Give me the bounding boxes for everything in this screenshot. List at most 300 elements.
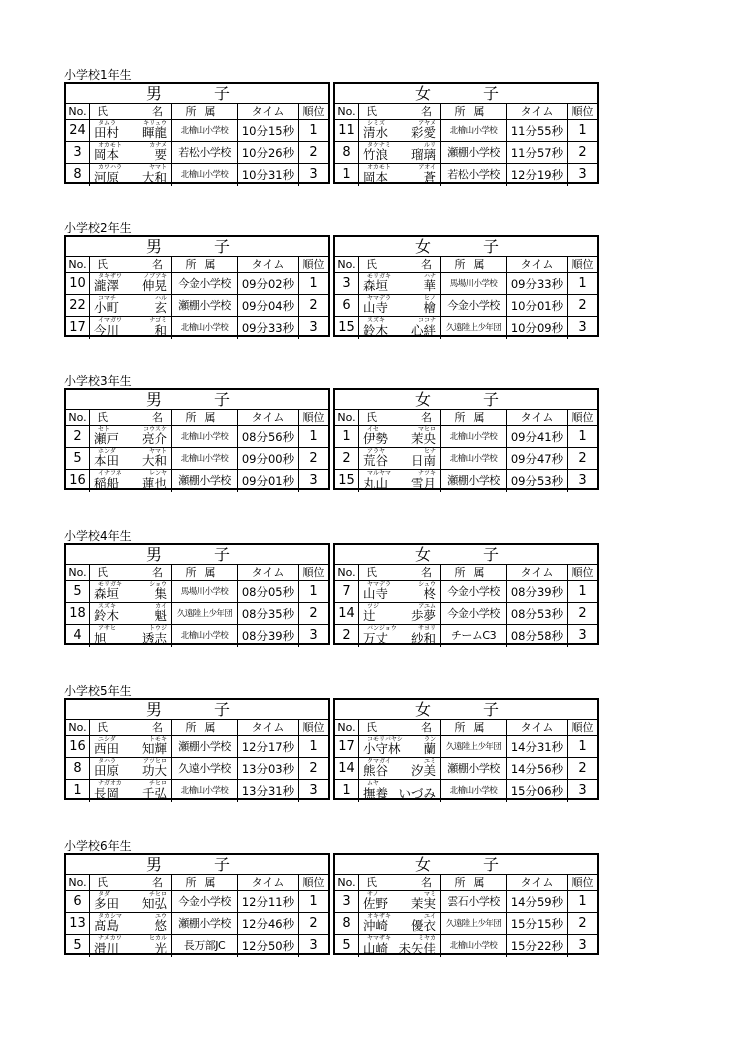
rank: 3 <box>578 628 587 643</box>
header-name-family: 氏 <box>97 258 108 271</box>
team-affiliation: 北檜山小学校 <box>441 120 507 141</box>
finish-time: 09分01秒 <box>238 470 299 492</box>
boys-table <box>64 82 330 184</box>
header-time: タイム <box>507 104 568 119</box>
bib-number: 3 <box>335 273 359 294</box>
finish-time: 09分33秒 <box>238 317 299 339</box>
bib-number: 8 <box>66 758 90 779</box>
given-name-kana: ヒナ <box>423 448 436 455</box>
header-name-given: 名 <box>421 258 432 271</box>
result-row <box>66 142 328 164</box>
given-name-kana: マミ <box>423 891 436 898</box>
result-row <box>66 913 328 935</box>
given-name-kana: ヒカル <box>148 935 167 942</box>
runner-name <box>90 120 172 141</box>
runner-name <box>90 142 172 163</box>
header-name <box>90 720 172 735</box>
team-affiliation: 長万部JC <box>172 935 238 957</box>
header-name <box>359 565 441 580</box>
header-team <box>441 104 507 119</box>
finish-time: 08分39秒 <box>507 581 568 602</box>
result-row <box>66 758 328 780</box>
rank: 1 <box>309 739 318 754</box>
family-name: 髙島 <box>94 918 120 933</box>
family-name-kana: ムヤ <box>367 780 379 787</box>
runner-name <box>359 758 441 779</box>
given-name: 亮介 <box>141 431 167 446</box>
team-affiliation: 北檜山小学校 <box>441 426 507 447</box>
runner-name <box>359 317 441 339</box>
finish-time: 14分59秒 <box>507 891 568 912</box>
rank: 1 <box>309 584 318 599</box>
rank: 2 <box>309 298 318 313</box>
header-time: タイム <box>238 257 299 272</box>
given-name: 睴龍 <box>141 125 167 140</box>
header-team-label: 所属 <box>185 721 224 734</box>
given-name-kana: ハル <box>154 295 167 302</box>
header-name-given: 名 <box>152 411 163 424</box>
result-row <box>66 625 328 647</box>
given-name: 柊 <box>423 586 436 601</box>
header-no: No. <box>335 565 359 580</box>
finish-time: 09分41秒 <box>507 426 568 447</box>
family-name: 撫養 <box>363 786 389 801</box>
rank: 2 <box>309 145 318 160</box>
header-rank: 順位 <box>571 721 594 734</box>
header-name-given: 名 <box>152 721 163 734</box>
given-name-kana: シュウ <box>418 581 436 588</box>
boys-heading: 男 子 <box>66 855 328 875</box>
given-name: 蒼 <box>423 170 436 185</box>
team-affiliation: 雲石小学校 <box>441 891 507 912</box>
header-name-given: 名 <box>152 105 163 118</box>
results-table <box>64 235 599 339</box>
rank: 1 <box>578 429 587 444</box>
given-name-kana: ナゴミ <box>149 317 167 324</box>
runner-name <box>90 448 172 469</box>
bib-number: 1 <box>335 426 359 447</box>
header-team <box>172 104 238 119</box>
team-affiliation: 北檜山小学校 <box>441 448 507 469</box>
team-affiliation: 瀬棚小学校 <box>441 470 507 492</box>
runner-name <box>359 120 441 141</box>
boys-table <box>64 543 330 645</box>
header-name-family: 氏 <box>366 105 377 118</box>
grade-title: 小学校5年生 <box>64 684 132 698</box>
family-name-kana: ツジ <box>367 603 380 610</box>
family-name: 岡本 <box>94 147 120 162</box>
header-time: タイム <box>238 720 299 735</box>
given-name-kana: ミヤカ <box>417 935 436 942</box>
header-team <box>441 875 507 890</box>
runner-name <box>90 891 172 912</box>
header-no: No. <box>335 875 359 890</box>
family-name: 山寺 <box>363 586 389 601</box>
family-name: 稲船 <box>94 476 120 491</box>
header-team <box>172 720 238 735</box>
given-name-kana: アツヒロ <box>142 758 167 765</box>
given-name-kana: レンヤ <box>149 470 167 477</box>
runner-name <box>90 164 172 186</box>
given-name-kana: カナメ <box>149 142 167 149</box>
family-name-kana: スズキ <box>367 317 386 324</box>
header-team-label: 所属 <box>185 411 224 424</box>
finish-time: 09分47秒 <box>507 448 568 469</box>
rank: 3 <box>578 938 587 953</box>
results-table <box>64 698 599 802</box>
given-name-kana: ユイ <box>423 913 436 920</box>
given-name-kana: ココナ <box>417 317 436 324</box>
result-row <box>335 426 597 448</box>
rank: 1 <box>309 123 318 138</box>
results-table <box>64 543 599 647</box>
header-no: No. <box>66 410 90 425</box>
family-name: 辻 <box>363 608 376 623</box>
family-name: 荒谷 <box>363 453 389 468</box>
bib-number: 8 <box>66 164 90 186</box>
result-row <box>66 891 328 913</box>
header-team <box>172 565 238 580</box>
header-team <box>441 257 507 272</box>
header-team <box>172 257 238 272</box>
header-name <box>90 565 172 580</box>
bib-number: 1 <box>335 780 359 802</box>
runner-name <box>90 273 172 294</box>
boys-heading: 男 子 <box>66 84 328 104</box>
rank: 1 <box>578 123 587 138</box>
result-row <box>66 317 328 339</box>
header-rank: 順位 <box>302 566 325 579</box>
bib-number: 7 <box>335 581 359 602</box>
given-name: 優衣 <box>410 918 436 933</box>
team-affiliation: 北檜山小学校 <box>172 120 238 141</box>
header-name <box>359 104 441 119</box>
team-affiliation: 久遠陸上少年団 <box>172 603 238 624</box>
rank: 2 <box>578 761 587 776</box>
family-name-kana: モリガキ <box>98 581 122 588</box>
team-affiliation: チームC3 <box>441 625 507 647</box>
family-name: 田村 <box>94 125 120 140</box>
rank: 2 <box>578 916 587 931</box>
column-header-row <box>66 875 328 891</box>
team-affiliation: 北檜山小学校 <box>441 780 507 802</box>
bib-number: 17 <box>66 317 90 339</box>
header-time: タイム <box>238 565 299 580</box>
bib-number: 8 <box>335 913 359 934</box>
result-row <box>335 780 597 802</box>
given-name-kana: カイ <box>155 603 167 610</box>
runner-name <box>359 142 441 163</box>
result-row <box>335 448 597 470</box>
family-name-kana: ナガオカ <box>98 780 122 787</box>
given-name-kana: ノブアキ <box>143 273 167 280</box>
given-name: 魁 <box>154 608 167 623</box>
result-row <box>66 426 328 448</box>
family-name: 瀧澤 <box>94 278 120 293</box>
result-row <box>66 935 328 957</box>
header-no: No. <box>66 104 90 119</box>
header-team <box>172 410 238 425</box>
boys-table <box>64 853 330 955</box>
column-header-row <box>335 565 597 581</box>
runner-name <box>359 625 441 647</box>
header-name <box>359 257 441 272</box>
header-time: タイム <box>507 257 568 272</box>
boys-table <box>64 698 330 800</box>
bib-number: 17 <box>335 736 359 757</box>
given-name: 透志 <box>141 631 167 646</box>
finish-time: 08分39秒 <box>238 625 299 647</box>
result-row <box>66 273 328 295</box>
header-no: No. <box>335 410 359 425</box>
finish-time: 08分05秒 <box>238 581 299 602</box>
team-affiliation: 今金小学校 <box>172 273 238 294</box>
header-team-label: 所属 <box>454 258 493 271</box>
team-affiliation: 今金小学校 <box>441 603 507 624</box>
team-affiliation: 久遠小学校 <box>172 758 238 779</box>
header-time: タイム <box>238 104 299 119</box>
column-header-row <box>335 410 597 426</box>
given-name-kana: ヤマト <box>148 164 167 171</box>
runner-name <box>90 913 172 934</box>
girls-heading: 女 子 <box>335 545 597 565</box>
finish-time: 09分00秒 <box>238 448 299 469</box>
family-name: 小守林 <box>363 741 401 756</box>
bib-number: 5 <box>66 448 90 469</box>
given-name-kana: ラン <box>423 736 436 743</box>
boys-heading: 男 子 <box>66 237 328 257</box>
header-name-given: 名 <box>152 876 163 889</box>
family-name-kana: スズキ <box>98 603 117 610</box>
family-name-kana: タカシマ <box>98 913 123 920</box>
runner-name <box>90 603 172 624</box>
given-name-kana: ナツキ <box>418 470 436 477</box>
header-name-family: 氏 <box>97 566 108 579</box>
header-team <box>441 565 507 580</box>
runner-name <box>359 448 441 469</box>
bib-number: 22 <box>66 295 90 316</box>
header-team-label: 所属 <box>185 876 224 889</box>
result-row <box>335 891 597 913</box>
finish-time: 10分26秒 <box>238 142 299 163</box>
rank: 2 <box>578 451 587 466</box>
family-name: 小町 <box>94 300 120 315</box>
girls-table <box>333 543 599 645</box>
given-name-kana: アユム <box>418 603 436 610</box>
family-name-kana: ニシダ <box>98 736 116 743</box>
finish-time: 12分11秒 <box>238 891 299 912</box>
girls-heading: 女 子 <box>335 237 597 257</box>
family-name-kana: ヤマデラ <box>367 295 392 302</box>
header-name-family: 氏 <box>97 411 108 424</box>
bib-number: 3 <box>335 891 359 912</box>
girls-table <box>333 698 599 800</box>
result-row <box>66 164 328 186</box>
bib-number: 2 <box>66 426 90 447</box>
given-name: いづみ <box>398 786 436 801</box>
team-affiliation: 北檜山小学校 <box>441 935 507 957</box>
given-name: 歩夢 <box>410 608 436 623</box>
family-name-kana: タケナミ <box>367 142 391 149</box>
family-name-kana: クマガイ <box>367 758 391 765</box>
given-name: 蓮也 <box>141 476 167 491</box>
runner-name <box>359 736 441 757</box>
given-name: 檜 <box>423 300 436 315</box>
header-name <box>359 410 441 425</box>
girls-table <box>333 235 599 337</box>
girls-heading: 女 子 <box>335 700 597 720</box>
rank: 2 <box>309 761 318 776</box>
column-header-row <box>335 875 597 891</box>
result-row <box>66 120 328 142</box>
result-row <box>335 935 597 957</box>
team-affiliation: 今金小学校 <box>441 581 507 602</box>
given-name: 知輝 <box>141 741 167 756</box>
header-name-family: 氏 <box>97 105 108 118</box>
result-row <box>66 736 328 758</box>
bib-number: 2 <box>335 625 359 647</box>
given-name: 瑠璃 <box>410 147 436 162</box>
family-name-kana: モリガキ <box>367 273 391 280</box>
given-name: 知弘 <box>141 896 167 911</box>
bib-number: 3 <box>66 142 90 163</box>
result-row <box>66 295 328 317</box>
bib-number: 14 <box>335 603 359 624</box>
result-row <box>335 142 597 164</box>
runner-name <box>90 935 172 957</box>
runner-name <box>90 736 172 757</box>
header-name-family: 氏 <box>366 566 377 579</box>
results-table <box>64 853 599 957</box>
rank: 3 <box>309 320 318 335</box>
team-affiliation: 北檜山小学校 <box>172 164 238 186</box>
boys-table <box>64 388 330 490</box>
rank: 1 <box>309 894 318 909</box>
header-team-label: 所属 <box>454 566 493 579</box>
family-name-kana: タダ <box>98 891 111 898</box>
header-no: No. <box>335 257 359 272</box>
given-name: 蘭 <box>423 741 436 756</box>
rank: 3 <box>578 473 587 488</box>
finish-time: 12分19秒 <box>507 164 568 186</box>
given-name: 雪月 <box>410 476 436 491</box>
bib-number: 6 <box>66 891 90 912</box>
finish-time: 11分57秒 <box>507 142 568 163</box>
result-row <box>335 758 597 780</box>
team-affiliation: 馬場川小学校 <box>172 581 238 602</box>
header-team-label: 所属 <box>185 566 224 579</box>
result-row <box>335 317 597 339</box>
result-row <box>335 736 597 758</box>
runner-name <box>359 913 441 934</box>
given-name-kana: ショウ <box>149 581 167 588</box>
finish-time: 09分53秒 <box>507 470 568 492</box>
column-header-row <box>335 720 597 736</box>
finish-time: 08分35秒 <box>238 603 299 624</box>
header-team-label: 所属 <box>454 721 493 734</box>
bib-number: 24 <box>66 120 90 141</box>
header-team <box>172 875 238 890</box>
finish-time: 09分02秒 <box>238 273 299 294</box>
rank: 2 <box>578 298 587 313</box>
finish-time: 12分46秒 <box>238 913 299 934</box>
header-name-given: 名 <box>421 876 432 889</box>
family-name-kana: オカモト <box>367 164 391 171</box>
runner-name <box>359 273 441 294</box>
header-name-family: 氏 <box>97 721 108 734</box>
team-affiliation: 若松小学校 <box>441 164 507 186</box>
team-affiliation: 馬場川小学校 <box>441 273 507 294</box>
team-affiliation: 今金小学校 <box>441 295 507 316</box>
team-affiliation: 瀬棚小学校 <box>441 758 507 779</box>
header-no: No. <box>335 720 359 735</box>
family-name-kana: サノ <box>367 891 379 898</box>
header-time: タイム <box>507 565 568 580</box>
header-name <box>90 104 172 119</box>
family-name-kana: コモリバヤシ <box>367 736 403 743</box>
team-affiliation: 北檜山小学校 <box>172 448 238 469</box>
header-time: タイム <box>238 875 299 890</box>
runner-name <box>359 935 441 957</box>
family-name: 森垣 <box>363 278 389 293</box>
given-name: 大和 <box>141 170 167 185</box>
family-name: 伊勢 <box>363 431 389 446</box>
bib-number: 15 <box>335 317 359 339</box>
grade-title: 小学校3年生 <box>64 374 132 388</box>
header-name <box>90 875 172 890</box>
finish-time: 08分58秒 <box>507 625 568 647</box>
result-row <box>335 273 597 295</box>
girls-heading: 女 子 <box>335 84 597 104</box>
given-name-kana: ハナ <box>423 273 436 280</box>
boys-heading: 男 子 <box>66 700 328 720</box>
result-row <box>66 448 328 470</box>
family-name: 岡本 <box>363 170 389 185</box>
header-team-label: 所属 <box>185 105 224 118</box>
given-name-kana: アオイ <box>418 164 436 171</box>
header-time: タイム <box>507 875 568 890</box>
column-header-row <box>66 410 328 426</box>
given-name-kana: ユウ <box>154 913 167 920</box>
bib-number: 15 <box>335 470 359 492</box>
header-name <box>90 410 172 425</box>
result-row <box>66 581 328 603</box>
given-name: 茉実 <box>410 896 436 911</box>
rank: 3 <box>578 167 587 182</box>
family-name-kana: アサヒ <box>98 625 117 632</box>
result-row <box>335 581 597 603</box>
header-rank: 順位 <box>302 876 325 889</box>
header-rank: 順位 <box>302 721 325 734</box>
header-no: No. <box>66 875 90 890</box>
given-name-kana: マヒロ <box>417 426 436 433</box>
header-name-family: 氏 <box>366 258 377 271</box>
rank: 1 <box>578 584 587 599</box>
results-table <box>64 388 599 492</box>
given-name-kana: ルリ <box>423 142 436 149</box>
given-name-kana: キリュウ <box>143 120 167 127</box>
team-affiliation: 瀬棚小学校 <box>441 142 507 163</box>
family-name-kana: ナメカワ <box>98 935 122 942</box>
family-name: 清水 <box>363 125 389 140</box>
grade-title: 小学校4年生 <box>64 529 132 543</box>
given-name: 日南 <box>410 453 436 468</box>
header-rank: 順位 <box>302 258 325 271</box>
runner-name <box>359 581 441 602</box>
team-affiliation: 北檜山小学校 <box>172 625 238 647</box>
family-name-kana: コマチ <box>98 295 117 302</box>
header-no: No. <box>66 257 90 272</box>
